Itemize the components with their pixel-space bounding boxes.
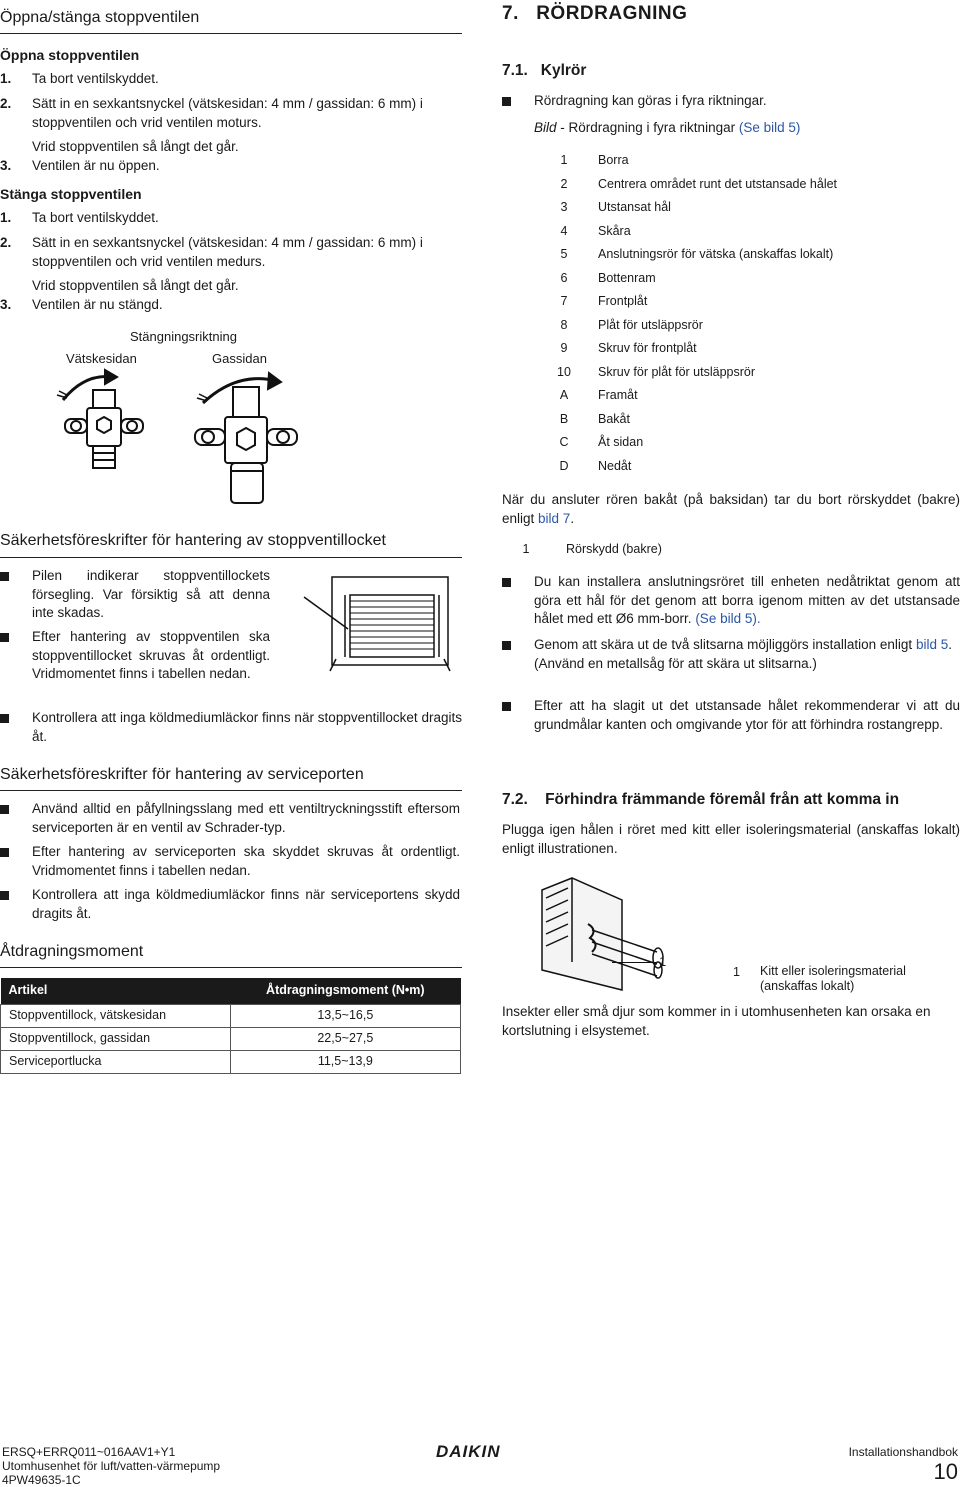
- gas-valve-drawing: [195, 373, 297, 503]
- legend-value: Bottenram: [598, 270, 656, 285]
- bullet-square: [0, 891, 9, 900]
- close-heading: Stänga stoppventilen: [0, 186, 142, 202]
- table-row: [1, 1028, 461, 1051]
- footer-left: [2, 1445, 220, 1487]
- bild5-link[interactable]: (Se bild 5).: [695, 611, 761, 627]
- daikin-logo: DAIKIN: [436, 1442, 501, 1461]
- torque-heading-rule: [0, 967, 462, 968]
- bullet-square: [0, 633, 9, 642]
- legend-value: Bakåt: [598, 411, 630, 426]
- close-step-1: 1. Ta bort ventilskyddet.: [0, 210, 159, 225]
- port-bullet-2: Efter hantering av serviceporten ska skyddet skruvas åt ordentligt. Vridmomentet finns i tabellen nedan.: [0, 843, 460, 880]
- sub-title-cooling-pipes: 7.1. Kylrör: [502, 62, 587, 79]
- bullet-square: [0, 848, 9, 857]
- figure-callout-1: 1: [659, 954, 667, 969]
- col-torque: Åtdragningsmoment (N•m): [230, 978, 460, 1005]
- bullet-square: [0, 714, 9, 723]
- legend-key: 10: [557, 364, 571, 379]
- kitt-legend-key: 1: [733, 965, 740, 979]
- torque-table-header: [1, 978, 461, 1005]
- cap-heading-rule: [0, 557, 462, 558]
- open-heading: Öppna stoppventilen: [0, 47, 140, 63]
- port-bullet-3: Kontrollera att inga köldmediumläckor finns när serviceportens skydd dragits åt.: [0, 886, 460, 923]
- legend-key: D: [559, 458, 569, 473]
- install-bullet-1: Du kan installera anslutningsröret till enheten nedåtriktat genom att göra ett hål för det genom att borra igenom mitten av det utstansade hålet med ett Ø6 mm-borr. (Se bild 5).: [502, 573, 960, 629]
- legend-key: B: [559, 411, 569, 426]
- port-heading-rule: [0, 790, 462, 791]
- open-step-2: 2. Sätt in en sexkantsnyckel (vätskesidan: 4 mm / gassidan: 6 mm) i stoppventilen och vrid ventilen moturs.: [0, 96, 423, 130]
- footer-model: ERSQ+ERRQ011~016AAV1+Y1: [2, 1445, 176, 1459]
- legend-key: 5: [560, 247, 568, 261]
- legend-value: Borra: [598, 153, 629, 167]
- legend-key: A: [559, 388, 569, 402]
- figure-caption: Bild - Rördragning i fyra riktningar (Se bild 5): [534, 120, 801, 135]
- table-row: [1, 1051, 461, 1074]
- legend-key: C: [559, 435, 569, 449]
- gas-side-label: Gassidan: [212, 351, 267, 366]
- cap-heading: Säkerhetsföreskrifter för hantering av stoppventillocket: [0, 532, 386, 549]
- footer-manual: Installationshandbok: [848, 1445, 958, 1459]
- open-step-3: 3.Vrid stoppventilen så långt det går. Ventilen är nu öppen.: [0, 139, 239, 173]
- legend-key: 7: [560, 294, 568, 308]
- bullet-square: [502, 641, 511, 650]
- cap-bullet-2: Efter hantering av stoppventilen ska stoppventillocket skruvas åt ordentligt. Vridmomentet finns i tabellen nedan.: [0, 628, 270, 684]
- rear-ref-link[interactable]: bild 7: [538, 510, 571, 526]
- cell-torque: 22,5~27,5: [230, 1028, 460, 1051]
- cap-bullet-1: Pilen indikerar stoppventillockets försegling. Var försiktig så att denna inte skadas.: [0, 567, 270, 623]
- cell-article: Serviceportlucka: [1, 1051, 231, 1074]
- footer-right: [849, 1445, 958, 1485]
- insect-paragraph: Insekter eller små djur som kommer in i utomhusenheten kan orsaka en kortslutning i elsystemet.: [502, 1004, 931, 1038]
- liquid-side-label: Vätskesidan: [66, 351, 137, 366]
- footer-unit: Utomhusenhet för luft/vatten-värmepump: [2, 1459, 221, 1473]
- valve-cap-illustration: [300, 565, 462, 675]
- legend-value: Nedåt: [598, 458, 632, 473]
- page-number: 10: [933, 1459, 958, 1484]
- plug-paragraph: Plugga igen hålen i röret med kitt eller isoleringsmaterial (anskaffas lokalt) enligt illustrationen.: [502, 822, 960, 856]
- close-step-3: 3.Vrid stoppventilen så långt det går. Ventilen är nu stängd.: [0, 278, 239, 312]
- legend-key: 2: [560, 176, 568, 191]
- legend-value: Plåt för utsläppsrör: [598, 317, 703, 332]
- bullet-square: [502, 97, 511, 106]
- bild5-link[interactable]: bild 5: [915, 637, 949, 652]
- legend-value: Åt sidan: [598, 435, 644, 449]
- section-title: 7. RÖRDRAGNING: [502, 3, 688, 24]
- cell-article: Stoppventillock, vätskesidan: [1, 1005, 231, 1028]
- install-bullet-3: Efter att ha slagit ut det utstansade hålet rekommenderar vi att du grundmålar kanten och omgivande ytor för att förhindra rostangrepp.: [502, 697, 960, 734]
- legend-value: Skruv för frontplåt: [598, 341, 697, 355]
- closing-direction-label: Stängningsriktning: [130, 329, 237, 344]
- figure-ref-link[interactable]: (Se bild 5): [738, 120, 801, 135]
- col-article: Artikel: [1, 978, 231, 1005]
- legend-value: Skåra: [598, 223, 631, 238]
- bullet-square: [0, 805, 9, 814]
- port-heading: Säkerhetsföreskrifter för hantering av serviceporten: [0, 766, 364, 783]
- bullet-square: [502, 702, 511, 711]
- legend-value: Framåt: [598, 388, 638, 402]
- torque-heading: Åtdragningsmoment: [0, 943, 144, 960]
- legend-value: Frontplåt: [598, 294, 648, 308]
- kitt-legend-value: Kitt eller isoleringsmaterial (anskaffas lokalt): [760, 964, 906, 993]
- intro-bullet: Rördragning kan göras i fyra riktningar.: [502, 92, 960, 111]
- bullet-square: [502, 578, 511, 587]
- legend-key: 9: [560, 341, 568, 355]
- legend-value: Skruv för plåt för utsläppsrör: [598, 364, 756, 379]
- port-bullet-1: Använd alltid en påfyllningsslang med ett ventiltryckningsstift eftersom serviceporten är en ventil av Schrader-typ.: [0, 800, 460, 837]
- valve-heading: Öppna/stänga stoppventilen: [0, 9, 200, 26]
- legend-key: 6: [560, 270, 568, 285]
- cell-article: Stoppventillock, gassidan: [1, 1028, 231, 1051]
- rear-paragraph: När du ansluter rören bakåt (på baksidan) tar du bort rörskyddet (bakre) enligt bild 7.: [502, 492, 960, 526]
- install-bullet-2: Genom att skära ut de två slitsarna möjliggörs installation enligt bild 5. (Använd en metallsåg för att skära ut slitsarna.): [502, 636, 960, 673]
- legend-value: Anslutningsrör för vätska (anskaffas lokalt): [598, 247, 834, 261]
- legend-key: 4: [560, 223, 568, 238]
- cell-torque: 11,5~13,9: [230, 1051, 460, 1074]
- legend-value: Centrera området runt det utstansade hålet: [598, 176, 838, 191]
- liquid-valve-drawing: [57, 370, 143, 468]
- valve-illustration: [45, 365, 305, 515]
- table-row: [1, 1005, 461, 1028]
- legend-key: 3: [560, 200, 568, 214]
- footer-doc-code: 4PW49635-1C: [2, 1473, 81, 1487]
- sub-title-foreign-objects: 7.2. Förhindra främmande föremål från att komma in: [502, 791, 900, 808]
- bullet-square: [0, 572, 9, 581]
- open-step-1: 1. Ta bort ventilskyddet.: [0, 71, 159, 86]
- cap-bullet-3: Kontrollera att inga köldmediumläckor finns när stoppventillocket dragits åt.: [0, 709, 462, 746]
- heading-rule: [0, 33, 462, 34]
- cell-torque: 13,5~16,5: [230, 1005, 460, 1028]
- legend-key: 8: [560, 317, 568, 332]
- legend-key: 1: [560, 153, 568, 167]
- torque-table: [0, 978, 461, 1074]
- callout-line: [612, 962, 657, 963]
- pipe-plug-illustration: [532, 870, 682, 1000]
- legend-value: Utstansat hål: [598, 200, 671, 214]
- close-step-2: 2. Sätt in en sexkantsnyckel (vätskesidan: 4 mm / gassidan: 6 mm) i stoppventilen och vrid ventilen medurs.: [0, 235, 423, 269]
